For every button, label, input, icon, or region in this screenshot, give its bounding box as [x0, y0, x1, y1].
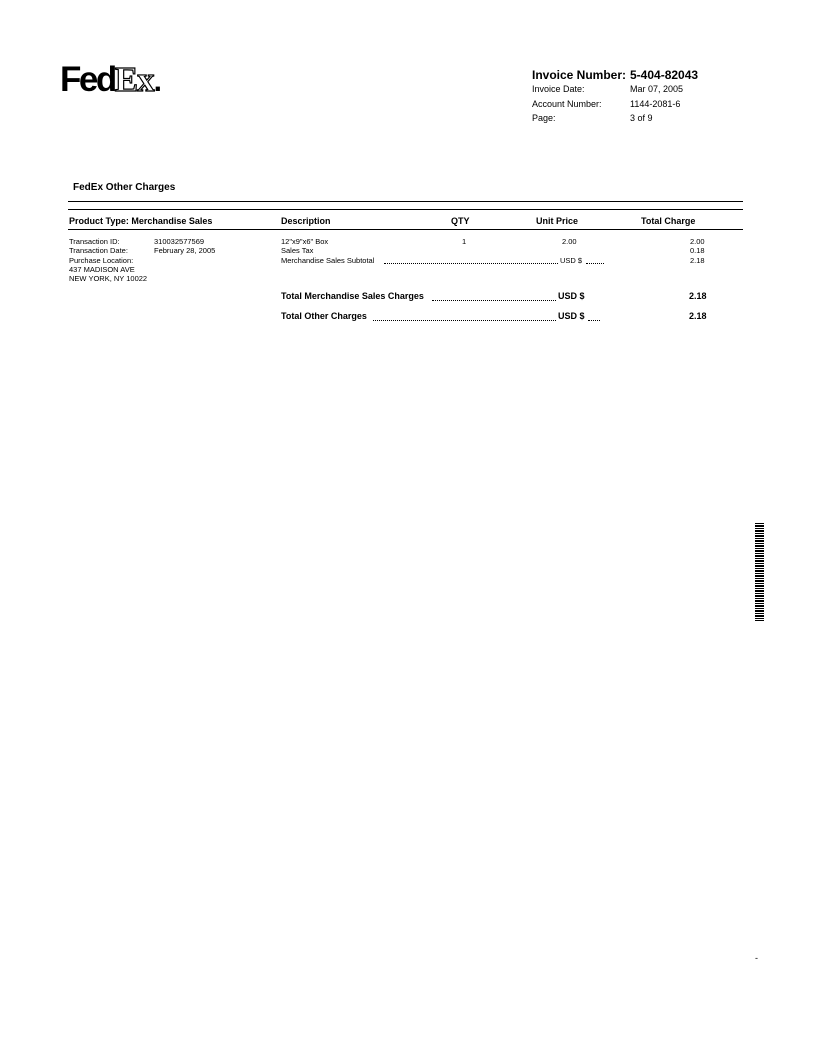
subtotal-currency: USD $ — [560, 256, 583, 265]
item-qty: 1 — [462, 237, 467, 246]
item-unit-price: 2.00 — [562, 237, 577, 246]
total-other-leader — [373, 320, 556, 321]
total-other-value: 2.18 — [689, 311, 707, 321]
barcode — [755, 523, 764, 621]
item-total: 2.00 — [690, 237, 705, 246]
logo-ex: Ex — [114, 60, 154, 99]
transaction-id: 310032577569 — [154, 237, 205, 246]
invoice-date-label: Invoice Date: — [532, 84, 585, 94]
subtotal-leader — [384, 263, 558, 264]
header-rule-bottom — [68, 229, 743, 230]
header-qty: QTY — [451, 216, 470, 226]
logo-fed: Fed — [60, 60, 115, 99]
total-merchandise-currency: USD $ — [558, 291, 585, 301]
transaction-date: February 28, 2005 — [154, 246, 216, 255]
header-unit-price: Unit Price — [536, 216, 579, 226]
invoice-number-label: Invoice Number: — [532, 68, 627, 82]
address-line-2: NEW YORK, NY 10022 — [69, 274, 148, 283]
account-number-label: Account Number: — [532, 99, 602, 109]
invoice-number: 5-404-82043 — [630, 68, 699, 82]
total-merchandise-label: Total Merchandise Sales Charges — [281, 291, 424, 301]
account-number: 1144-2081-6 — [630, 99, 681, 109]
total-other-leader-2 — [588, 320, 600, 321]
purchase-location-label: Purchase Location: — [69, 256, 134, 265]
header-total-charge: Total Charge — [641, 216, 696, 226]
subtotal-leader-2 — [586, 263, 604, 264]
section-rule-top — [68, 201, 743, 202]
total-merchandise-value: 2.18 — [689, 291, 707, 301]
header-description: Description — [281, 216, 331, 226]
section-title: FedEx Other Charges — [73, 182, 176, 193]
header-rule-top — [68, 209, 743, 210]
header-product-type: Product Type: Merchandise Sales — [69, 216, 213, 226]
total-merchandise-leader — [432, 300, 556, 301]
invoice-date: Mar 07, 2005 — [630, 84, 684, 94]
page-label: Page: — [532, 113, 556, 123]
total-other-label: Total Other Charges — [281, 311, 367, 321]
total-other-currency: USD $ — [558, 311, 585, 321]
transaction-date-label: Transaction Date: — [69, 246, 128, 255]
address-line-1: 437 MADISON AVE — [69, 265, 135, 274]
subtotal-label: Merchandise Sales Subtotal — [281, 256, 375, 265]
logo-dot: . — [153, 65, 160, 98]
transaction-id-label: Transaction ID: — [69, 237, 120, 246]
tax-description: Sales Tax — [281, 246, 314, 255]
footer-mark: - — [755, 953, 758, 963]
item-description: 12"x9"x6" Box — [281, 237, 329, 246]
fedex-logo — [60, 62, 159, 97]
subtotal-value: 2.18 — [690, 256, 705, 265]
tax-total: 0.18 — [690, 246, 705, 255]
page-number: 3 of 9 — [630, 113, 653, 123]
